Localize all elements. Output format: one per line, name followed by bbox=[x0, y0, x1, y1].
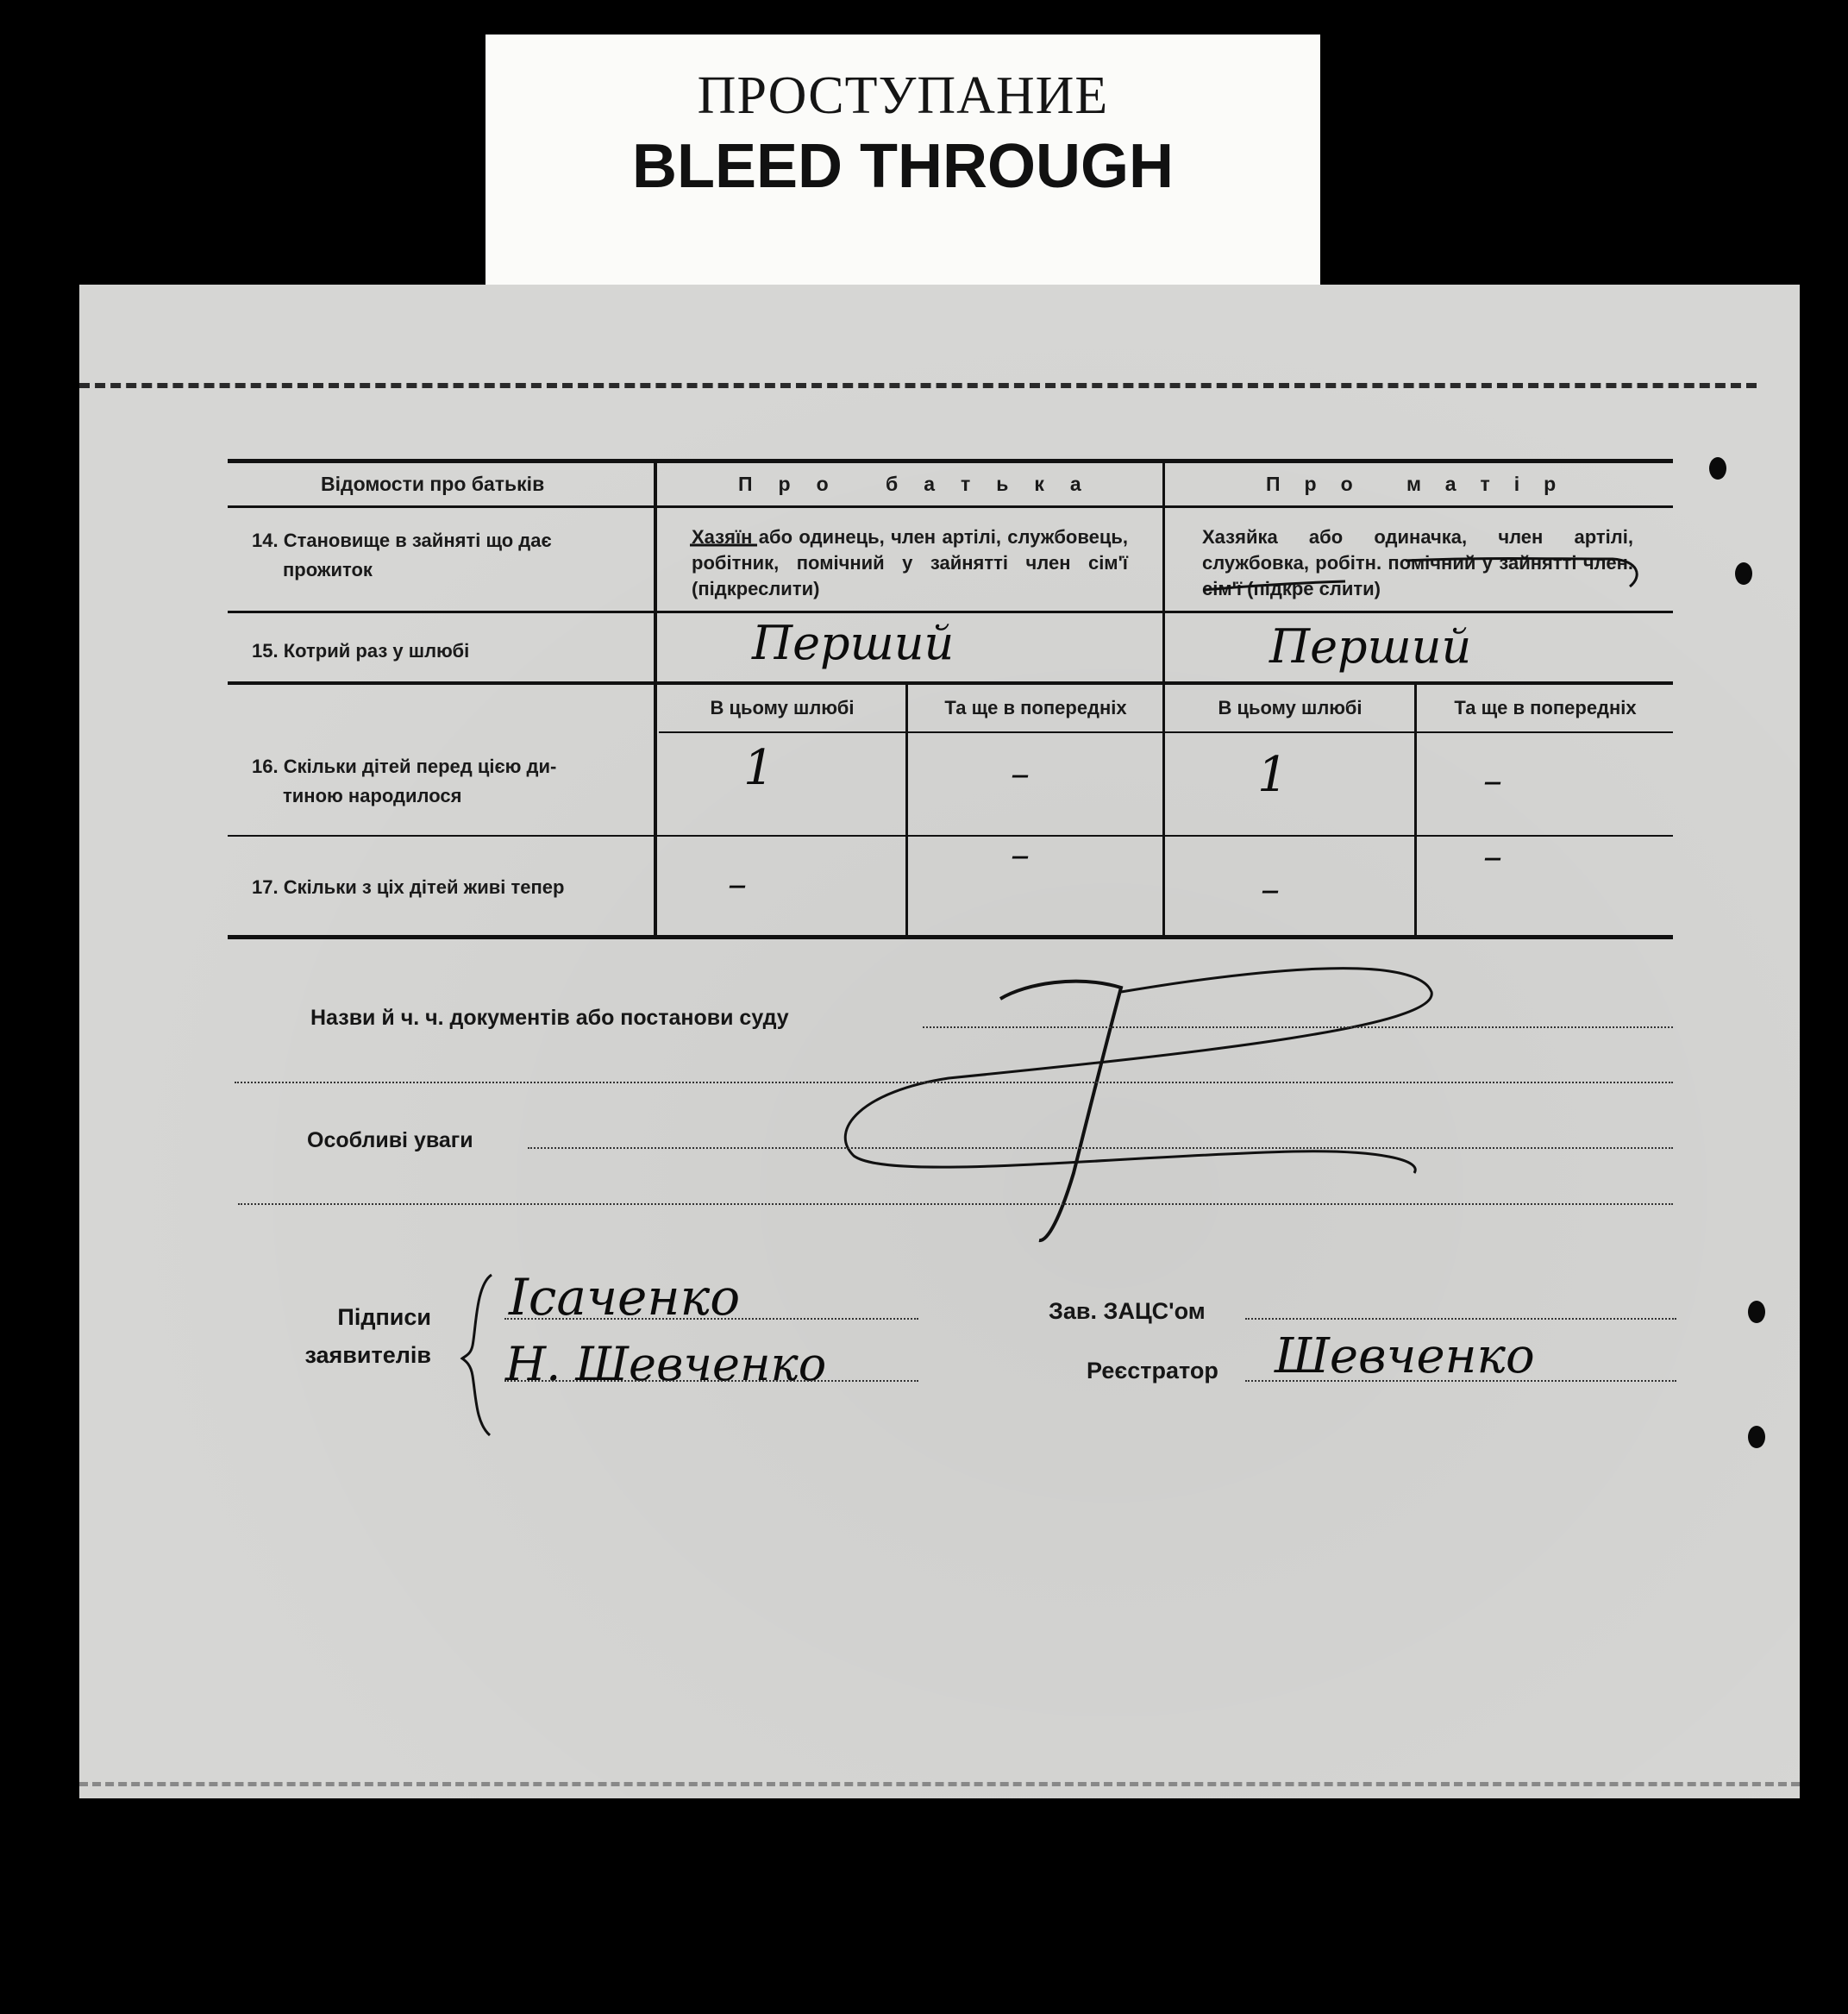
signature-line-2 bbox=[504, 1380, 918, 1382]
row14-label-line1: 14. Становище в зайняті що дає bbox=[252, 530, 552, 551]
header-mother: Про матір bbox=[1266, 473, 1581, 495]
table-rule-bottom bbox=[228, 935, 1673, 939]
row17-mother-prev: – bbox=[1483, 835, 1502, 879]
row17-father-prev: – bbox=[1011, 833, 1030, 877]
documents-line bbox=[923, 1026, 1673, 1028]
row16-label-line1: 16. Скільки дітей перед цією ди- bbox=[252, 756, 557, 777]
mother-previous-header: Та ще в попередніх bbox=[1454, 697, 1637, 718]
table-rule bbox=[228, 835, 1673, 837]
mother-this-marriage-header: В цьому шлюбі bbox=[1218, 697, 1363, 718]
applicant-signature-1: Ісаченко bbox=[509, 1268, 741, 1327]
row17-label: 17. Скільки з ціх дітей живі тепер bbox=[252, 876, 565, 898]
punch-hole-icon bbox=[1748, 1301, 1765, 1323]
label-english: BLEED THROUGH bbox=[632, 132, 1174, 201]
table-rule bbox=[1414, 685, 1417, 935]
table-rule bbox=[228, 611, 1673, 613]
row15-father-value: Перший bbox=[752, 616, 955, 670]
table-rule bbox=[228, 681, 1673, 685]
table-rule bbox=[654, 459, 657, 935]
bleed-through-card bbox=[485, 35, 1320, 285]
row14-mother-options: Хазяйка або одиначка, член артілі, службовка, робітн. помічний у зайнятті член. сім'ї (підкре слити) bbox=[1202, 526, 1633, 599]
remarks-line bbox=[528, 1147, 1673, 1149]
signatures-label bbox=[285, 1298, 431, 1374]
header-parents: Відомости про батьків bbox=[321, 473, 545, 495]
row14-father-options: Хазяїн або одинець, член артілі, службовець, робітник, помічний у зайнятті член сім'ї (підкреслити) bbox=[692, 526, 1128, 599]
punch-hole-icon bbox=[1735, 562, 1752, 585]
row15-label: 15. Котрий раз у шлюбі bbox=[252, 640, 470, 662]
perforation-top bbox=[79, 383, 1757, 388]
row15-mother-value: Перший bbox=[1269, 619, 1472, 674]
registrar-line bbox=[1245, 1380, 1676, 1382]
row16-label bbox=[252, 752, 640, 811]
table-rule bbox=[659, 731, 1673, 733]
punch-hole-icon bbox=[1748, 1426, 1765, 1448]
row16-label-line2: тиною народилося bbox=[283, 785, 462, 806]
label-russian: ПРОСТУПАНИЕ bbox=[697, 66, 1109, 125]
table-rule bbox=[905, 685, 908, 935]
father-previous-header: Та ще в попередніх bbox=[944, 697, 1127, 718]
row16-mother-this: 1 bbox=[1257, 747, 1288, 803]
registrar-signature: Шевченко bbox=[1275, 1328, 1535, 1384]
table-rule-top bbox=[228, 459, 1673, 463]
row17-mother-this: – bbox=[1261, 868, 1280, 912]
head-zags-label: Зав. ЗАЦС'ом bbox=[1049, 1298, 1206, 1324]
header-father: Про батька bbox=[738, 473, 1107, 495]
signatures-label-line2: заявителів bbox=[304, 1342, 431, 1368]
father-this-marriage-header: В цьому шлюбі bbox=[710, 697, 855, 718]
row14-label bbox=[252, 526, 640, 585]
registrar-label: Реєстратор bbox=[1087, 1358, 1218, 1383]
documents-label: Назви й ч. ч. документів або постанови суду bbox=[310, 1006, 789, 1030]
table-rule bbox=[1162, 459, 1165, 935]
documents-line-2 bbox=[235, 1082, 1673, 1083]
remarks-line-2 bbox=[238, 1203, 1673, 1205]
row16-mother-prev: – bbox=[1483, 759, 1502, 803]
punch-hole-icon bbox=[1709, 457, 1726, 480]
perforation-bottom bbox=[79, 1782, 1800, 1786]
row16-father-this: 1 bbox=[743, 740, 774, 796]
table-rule bbox=[228, 505, 1673, 508]
parents-table bbox=[148, 459, 1673, 942]
row17-father-this: – bbox=[728, 863, 747, 907]
applicant-signature-2: Н. Шевченко bbox=[505, 1337, 827, 1391]
signature-line-1 bbox=[504, 1318, 918, 1320]
remarks-label: Особливі уваги bbox=[307, 1128, 473, 1152]
signatures-label-line1: Підписи bbox=[337, 1304, 431, 1330]
head-zags-line bbox=[1245, 1318, 1676, 1320]
row14-label-line2: прожиток bbox=[283, 559, 373, 580]
row16-father-prev: – bbox=[1011, 752, 1030, 796]
